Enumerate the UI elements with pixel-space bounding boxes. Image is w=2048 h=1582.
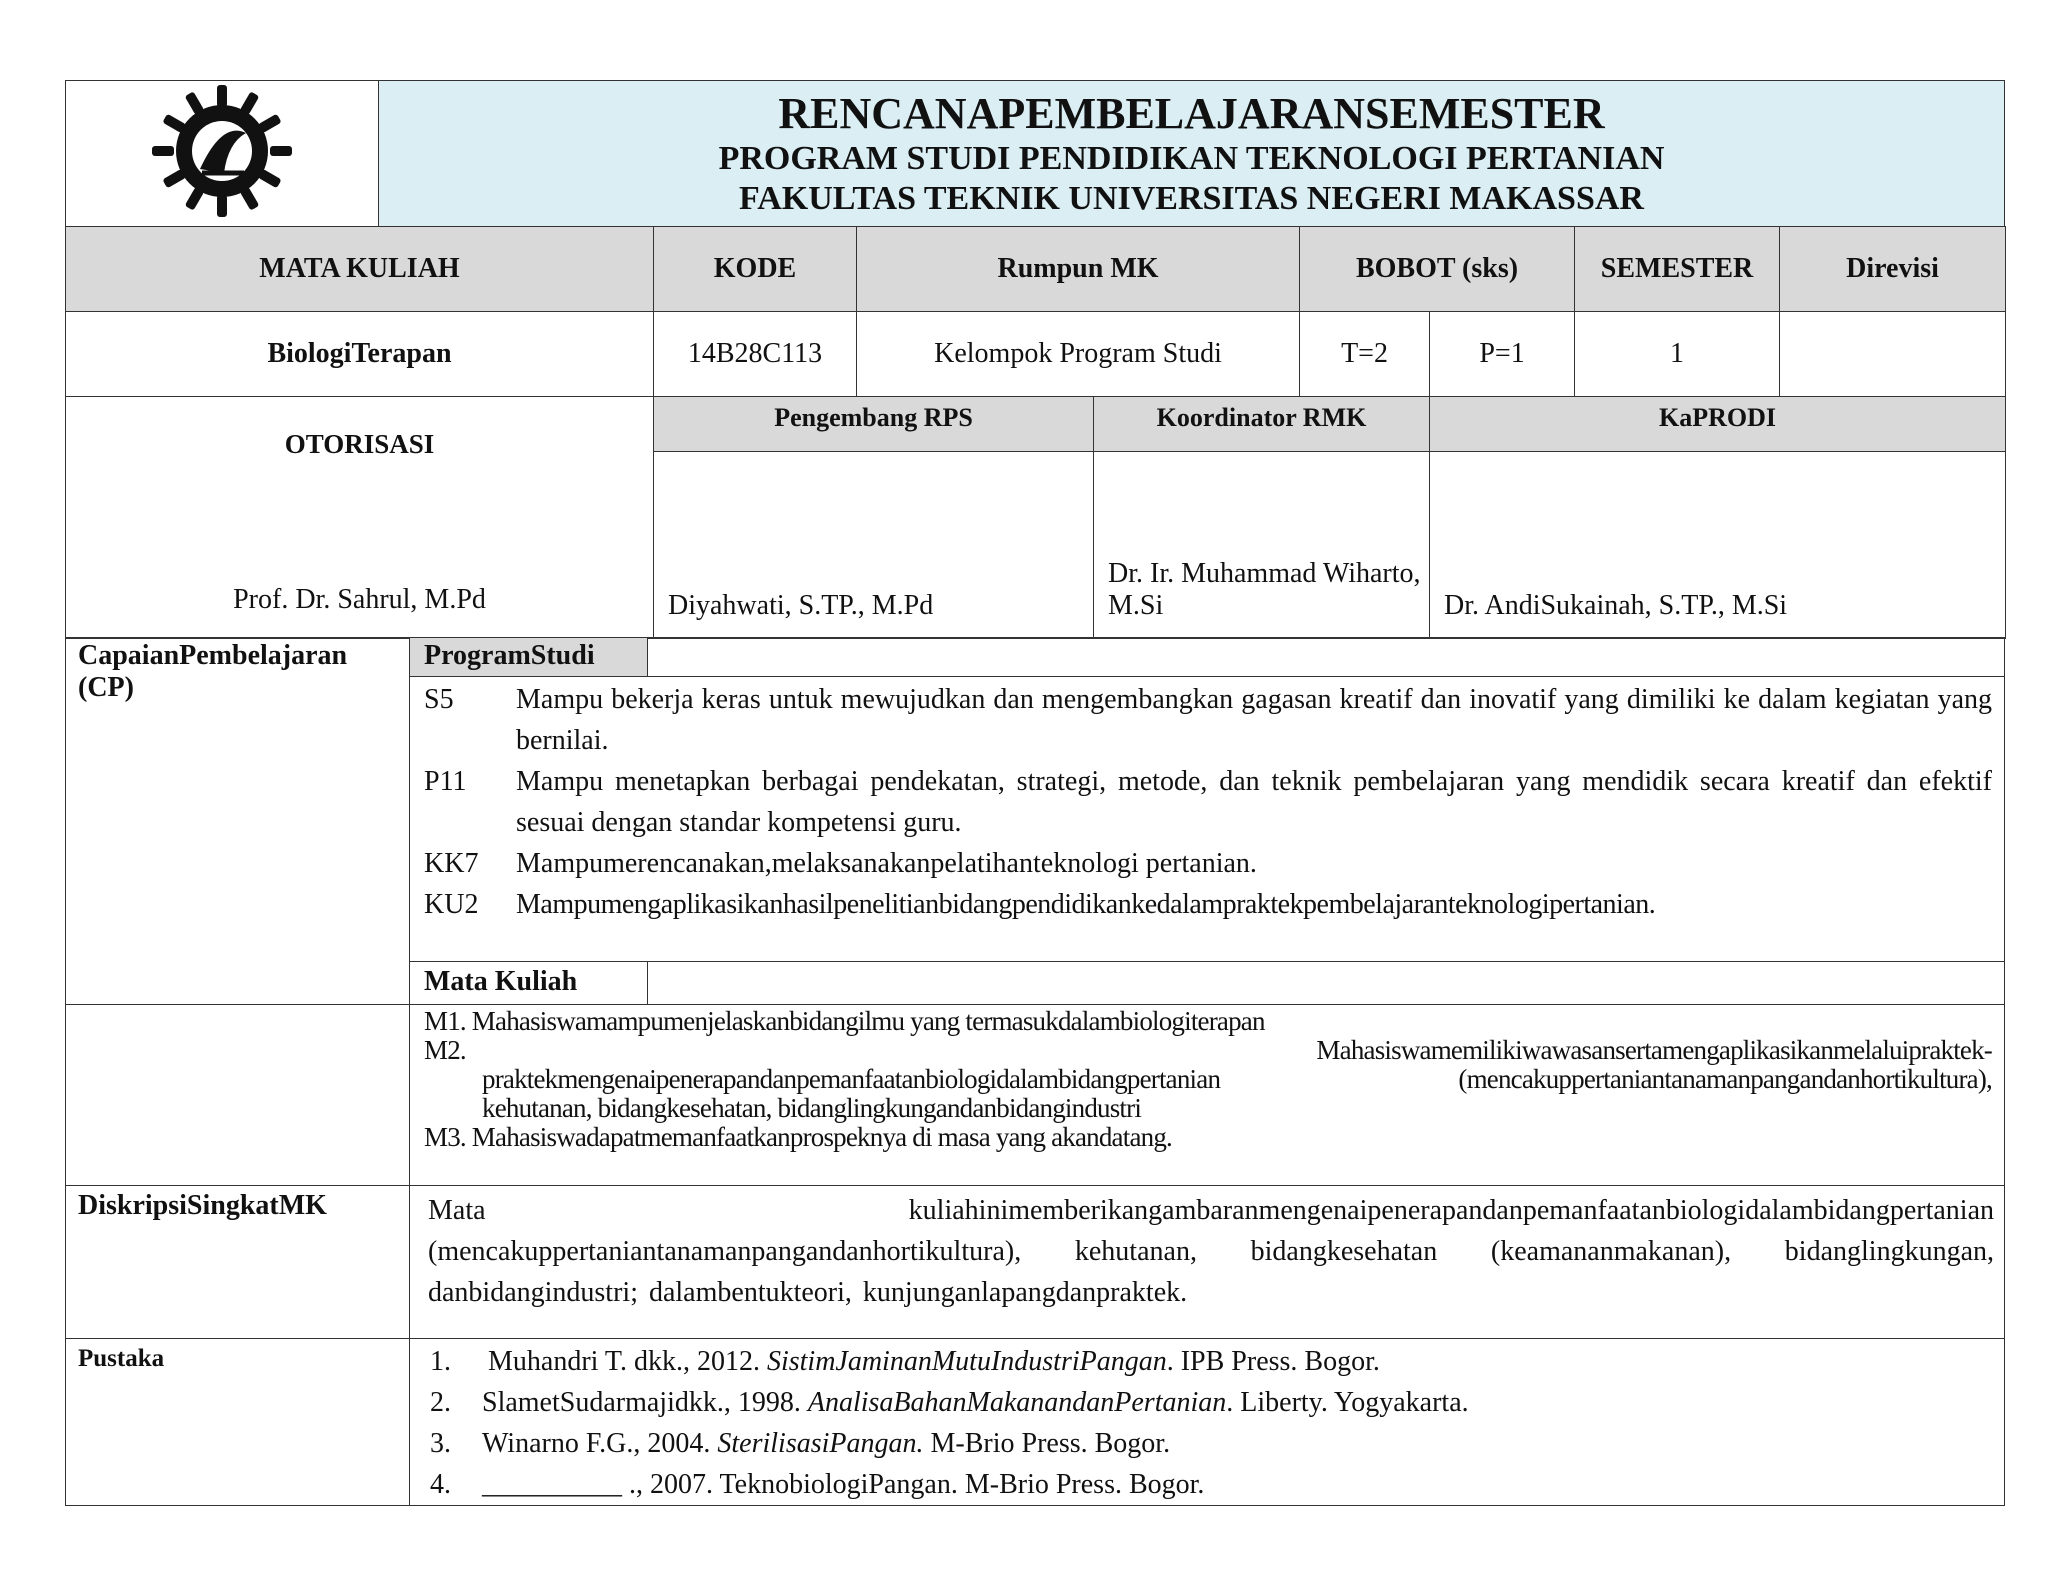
header-rumpun: Rumpun MK xyxy=(857,226,1300,311)
ref-num: 4. xyxy=(430,1468,451,1500)
otorisasi-label: OTORISASI xyxy=(284,428,435,459)
mk-item-m3: M3. Mahasiswadapatmemanfaatkanprospeknya di masa yang akandatang. xyxy=(424,1121,1172,1152)
mk-item-m1: M1. Mahasiswamampumenjelaskanbidangilmu yang termasukdalambiologiterapan xyxy=(424,1005,1265,1036)
cp-code: KK7 xyxy=(424,848,479,879)
cp-label xyxy=(66,638,410,1005)
role-pengembang-name: Diyahwati, S.TP., M.Pd xyxy=(654,451,1094,638)
header-kode: KODE xyxy=(654,226,857,311)
value-bobot-p: P=1 xyxy=(1430,311,1575,396)
logo-cell xyxy=(66,81,379,227)
ref-text xyxy=(482,1464,1204,1505)
mk-m2-a: Mahasiswamemilikiwawasansertamengaplikasikanmelaluipraktek- xyxy=(1316,1034,1992,1065)
role-koordinator-title: Koordinator RMK xyxy=(1094,396,1430,451)
role-koordinator-name: Dr. Ir. Muhammad Wiharto, M.Si xyxy=(1094,451,1430,638)
course-table xyxy=(65,226,2006,639)
header-table xyxy=(65,80,2005,227)
value-direvisi xyxy=(1780,311,2006,396)
ref-title: AnalisaBahanMakanandanPertanian xyxy=(807,1386,1227,1418)
ref-post: . Liberty. Yogyakarta. xyxy=(1226,1386,1469,1418)
cp-item-s5 xyxy=(424,679,1992,761)
prodi-blank xyxy=(648,638,2005,677)
otorisasi-cell xyxy=(66,396,654,638)
ref-num: 1. xyxy=(430,1345,451,1377)
cp-item-p11 xyxy=(424,761,1992,843)
cp-item-ku2 xyxy=(424,884,1992,925)
cp-text: Mampumengaplikasikanhasilpenelitianbidangpendidikankedalampraktekpembelajaranteknologipertanian. xyxy=(516,889,1656,920)
header-bobot: BOBOT (sks) xyxy=(1300,226,1575,311)
header-semester: SEMESTER xyxy=(1575,226,1780,311)
cp-items xyxy=(410,677,2005,962)
pustaka-label: Pustaka xyxy=(66,1338,410,1505)
ref-pre: __________ ., 2007. xyxy=(482,1468,720,1500)
cp-text: Mampu bekerja keras untuk mewujudkan dan mengembangkan gagasan kreatif dan inovatif yang dimiliki ke dalam kegiatan yang bernilai. xyxy=(516,684,1992,756)
ref-num: 2. xyxy=(430,1386,451,1418)
rps-document xyxy=(65,80,2005,1506)
ref-num: 3. xyxy=(430,1427,451,1459)
mk-item-m2 xyxy=(424,1036,1992,1065)
cp-code: S5 xyxy=(424,684,454,715)
ref-post: . IPB Press. Bogor. xyxy=(1166,1345,1380,1377)
deskripsi-label: DiskripsiSingkatMK xyxy=(66,1185,410,1338)
mk-m2-line2 xyxy=(424,1065,1992,1094)
value-semester: 1 xyxy=(1575,311,1780,396)
mk-blank xyxy=(648,962,2005,1005)
university-logo-icon xyxy=(142,81,302,221)
ref-post: TeknobiologiPangan. M-Brio Press. Bogor. xyxy=(719,1468,1205,1500)
ref-pre: SlametSudarmajidkk., 1998. xyxy=(482,1386,808,1418)
header-direvisi: Direvisi xyxy=(1780,226,2006,311)
mk-m2-code: M2. xyxy=(424,1034,466,1065)
cp-code: P11 xyxy=(424,766,467,797)
mk-m2-c: (mencakuppertaniantanamanpangandanhortikultura), xyxy=(1458,1063,1992,1094)
value-kode: 14B28C113 xyxy=(654,311,857,396)
cp-label-line2: (CP) xyxy=(78,672,134,703)
pustaka-item-4 xyxy=(430,1464,1992,1505)
ref-title: SterilisasiPangan. xyxy=(717,1427,924,1459)
ref-title: SistimJaminanMutuIndustriPangan xyxy=(766,1345,1167,1377)
ref-post: M-Brio Press. Bogor. xyxy=(923,1427,1171,1459)
pustaka-item-2 xyxy=(430,1382,1992,1423)
role-kaprodi-name: Dr. AndiSukainah, S.TP., M.Si xyxy=(1430,451,2006,638)
mk-table xyxy=(65,1004,2005,1506)
title-cell xyxy=(379,81,2005,227)
header-mata-kuliah: MATA KULIAH xyxy=(66,226,654,311)
cp-item-kk7 xyxy=(424,843,1992,884)
document-title: RENCANAPEMBELAJARANSEMESTER xyxy=(778,88,1605,138)
cp-table xyxy=(65,637,2005,1005)
pustaka-list xyxy=(410,1338,2005,1505)
value-mata-kuliah: BiologiTerapan xyxy=(66,311,654,396)
mk-m2-b: praktekmengenaipenerapandanpemanfaatanbiologidalambidangpertanian xyxy=(482,1063,1221,1094)
prodi-label: ProgramStudi xyxy=(410,638,648,677)
faculty-title: FAKULTAS TEKNIK UNIVERSITAS NEGERI MAKASSAR xyxy=(739,179,1644,217)
value-bobot-t: T=2 xyxy=(1300,311,1430,396)
role-kaprodi-title: KaPRODI xyxy=(1430,396,2006,451)
ref-pre: Winarno F.G., 2004. xyxy=(482,1427,718,1459)
ref-pre: Muhandri T. dkk., 2012. xyxy=(488,1345,767,1377)
cp-text: Mampumerencanakan,melaksanakanpelatihanteknologi pertanian. xyxy=(516,848,1257,879)
otorisasi-name: Prof. Dr. Sahrul, M.Pd xyxy=(233,583,486,615)
cp-code: KU2 xyxy=(424,889,479,920)
mk-label: Mata Kuliah xyxy=(410,962,648,1005)
ref-text xyxy=(482,1382,1469,1423)
mk-m2-d: kehutanan, bidangkesehatan, bidanglingkungandanbidangindustri xyxy=(482,1092,1142,1123)
cp-label-line1: CapaianPembelajaran xyxy=(78,640,348,671)
pustaka-item-3 xyxy=(430,1423,1992,1464)
deskripsi-text xyxy=(410,1185,2005,1338)
cp-text: Mampu menetapkan berbagai pendekatan, strategi, metode, dan teknik pembelajaran yang mendidik secara kreatif dan efektif sesuai dengan standar kompetensi guru. xyxy=(516,766,1992,838)
pustaka-item-1 xyxy=(430,1341,1992,1382)
ref-text xyxy=(482,1341,1380,1382)
mk-items xyxy=(410,1004,2005,1185)
ref-text xyxy=(482,1423,1170,1464)
mk-left-blank xyxy=(66,1004,410,1185)
deskripsi-paragraph: Mata kuliahinimemberikangambaranmengenaipenerapandanpemanfaatanbiologidalambidangpertanian (mencakuppertaniantanamanpangandanhortikultura), kehutanan, bidangkesehatan (keamananmakanan), bidanglingkungan, danbidangindustri; dalambentukteori, kunjunganlapangdanpraktek. xyxy=(428,1194,1994,1308)
role-pengembang-title: Pengembang RPS xyxy=(654,396,1094,451)
value-rumpun: Kelompok Program Studi xyxy=(857,311,1300,396)
program-title: PROGRAM STUDI PENDIDIKAN TEKNOLOGI PERTANIAN xyxy=(718,139,1665,177)
